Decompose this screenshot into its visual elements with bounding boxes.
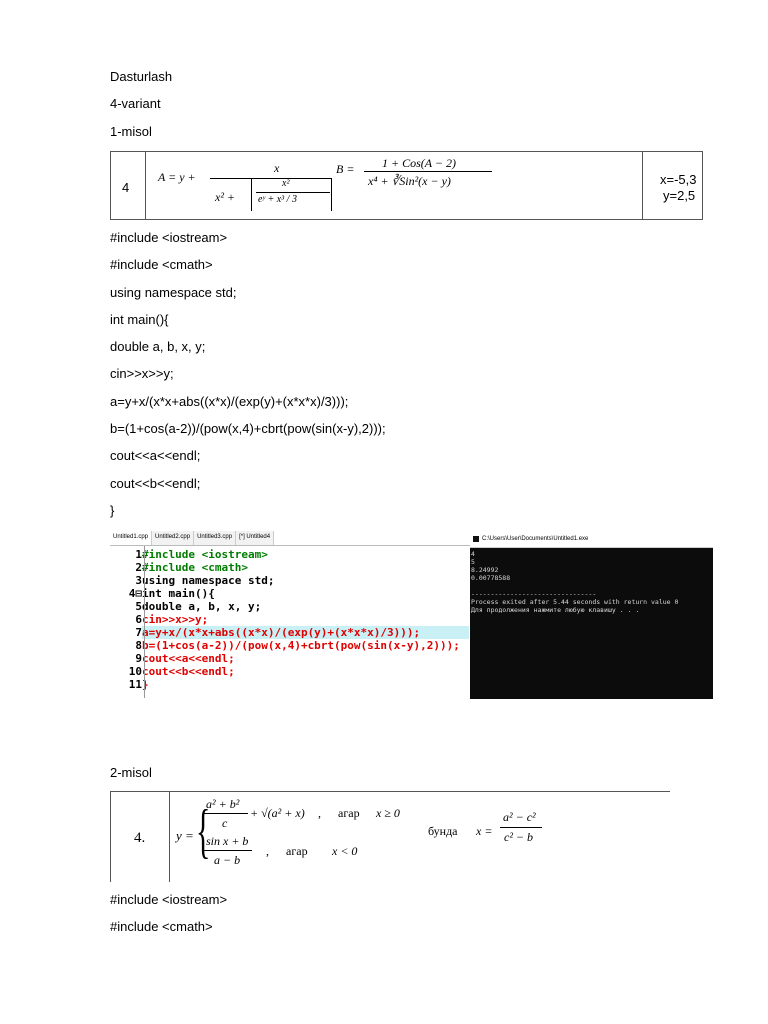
line-number: 5 [135,600,142,613]
formula-a-label: A = y + [158,170,196,184]
formula-table-1 [110,151,703,220]
console-line: Для продолжения нажмите любую клавишу . . . [471,606,640,614]
console-title: C:\Users\User\Documents\Untitled1.exe [482,536,589,542]
condition-y: y=2,5 [663,188,696,203]
formula2-case2-word: агар [286,844,308,858]
line-number: 4⊟ [128,587,142,600]
tab-untitled4[interactable]: [*] Untitled4 [236,531,274,545]
editor-code-line: cout<<b<<endl; [142,665,235,678]
code-line: a=y+x/(x*x+abs((x*x)/(exp(y)+(x*x*x)/3))); [110,394,349,409]
variant-label: 4-variant [110,96,161,111]
code-line: #include <cmath> [110,919,213,934]
editor-code-line: b=(1+cos(a-2))/(pow(x,4)+cbrt(pow(sin(x-y),2))); [142,639,460,652]
editor-code-line: using namespace std; [142,574,275,587]
formula2-brace: { [196,798,211,864]
formula-a-denominator-left: x² + [215,190,236,204]
example-1-heading: 1-misol [110,124,152,139]
code-line: #include <iostream> [110,892,228,907]
formula2-x-numerator: a² − c² [503,810,536,824]
formula-b-label: B = [336,162,355,176]
editor-tabs [110,531,470,546]
formula-b-numerator: 1 + Cos(A − 2) [382,156,456,170]
formula2-case1-word: агар [338,806,360,820]
code-line: cout<<b<<endl; [110,476,201,491]
tab-untitled3[interactable]: Untitled3.cpp [194,531,236,545]
formula2-case1-separator: , [318,806,321,820]
line-number-gutter [110,548,142,691]
line-number: 3 [135,574,142,587]
formula-table-2 [110,791,670,882]
editor-code-line: cin>>x>>y; [142,613,209,626]
code-line: cout<<a<<endl; [110,448,201,463]
editor-code-line: int main(){ [142,587,215,600]
formula2-x-denominator: c² − b [504,830,534,844]
line-number: 11 [128,678,142,691]
console-output [470,548,713,616]
editor-code-line: #include <cmath> [142,561,248,574]
console-window [470,531,713,699]
variant-number: 4 [122,180,130,195]
formula2-case2-separator: , [266,844,269,858]
console-line: 4 [471,550,475,558]
console-line: 0.00778588 [471,574,511,582]
code-area[interactable] [142,548,469,691]
console-line: 8.24992 [471,566,499,574]
document-title: Dasturlash [110,69,173,84]
editor-code-line: double a, b, x, y; [142,600,262,613]
line-number: 2 [135,561,142,574]
line-number: 7 [135,626,142,639]
code-line: using namespace std; [110,285,237,300]
console-titlebar [470,531,713,548]
editor-code-line: #include <iostream> [142,548,268,561]
ide-screenshot [110,531,713,699]
condition-x: x=-5,3 [660,172,697,187]
line-number: 1 [135,548,142,561]
formula2-case1-condition: x ≥ 0 [376,806,400,820]
example-2-heading: 2-misol [110,765,152,780]
code-line: int main(){ [110,312,169,327]
tab-untitled2[interactable]: Untitled2.cpp [152,531,194,545]
code-editor [110,531,470,699]
formula2-case2-numerator: sin x + b [206,834,249,848]
console-line: Process exited after 5.44 seconds with return value 0 [471,598,679,606]
editor-code-line: } [142,678,149,691]
formula2-case2-denominator: a − b [214,853,241,867]
console-line: 5 [471,558,475,566]
formula2-case2-condition: x < 0 [332,844,358,858]
line-number: 9 [135,652,142,665]
formula2-case1-denominator: c [222,816,228,830]
editor-code-line-highlighted: a=y+x/(x*x+abs((x*x)/(exp(y)+(x*x*x)/3))); [142,626,469,639]
formula2-case1-rest: + √(a² + x) [250,806,305,820]
formula-b-denominator: x⁴ + ∛Sin²(x − y) [368,174,451,188]
variant-number-2: 4. [134,830,146,846]
code-line: } [110,503,115,518]
code-line: #include <iostream> [110,230,228,245]
line-number: 10 [128,665,142,678]
formula2-where-word: бунда [428,824,458,838]
formula2-case1-numerator: a² + b² [206,797,240,811]
code-line: cin>>x>>y; [110,366,174,381]
code-line: b=(1+cos(a-2))/(pow(x,4)+cbrt(pow(sin(x-y),2))); [110,421,386,436]
formula-a-inner-numerator: x² [282,178,290,189]
tab-untitled1[interactable]: Untitled1.cpp [110,531,152,545]
formula-a-numerator: x [274,161,280,175]
line-number: 8 [135,639,142,652]
formula-a-inner-denominator: eʸ + x³ / 3 [258,194,297,205]
line-number: 6 [135,613,142,626]
editor-code-line: cout<<a<<endl; [142,652,235,665]
formula2-x-label: x = [476,824,493,838]
formula2-y-label: y = [176,828,194,843]
console-line [471,582,712,590]
console-app-icon [473,536,479,542]
console-line: -------------------------------- [471,590,597,598]
code-line: double a, b, x, y; [110,339,206,354]
code-line: #include <cmath> [110,257,213,272]
